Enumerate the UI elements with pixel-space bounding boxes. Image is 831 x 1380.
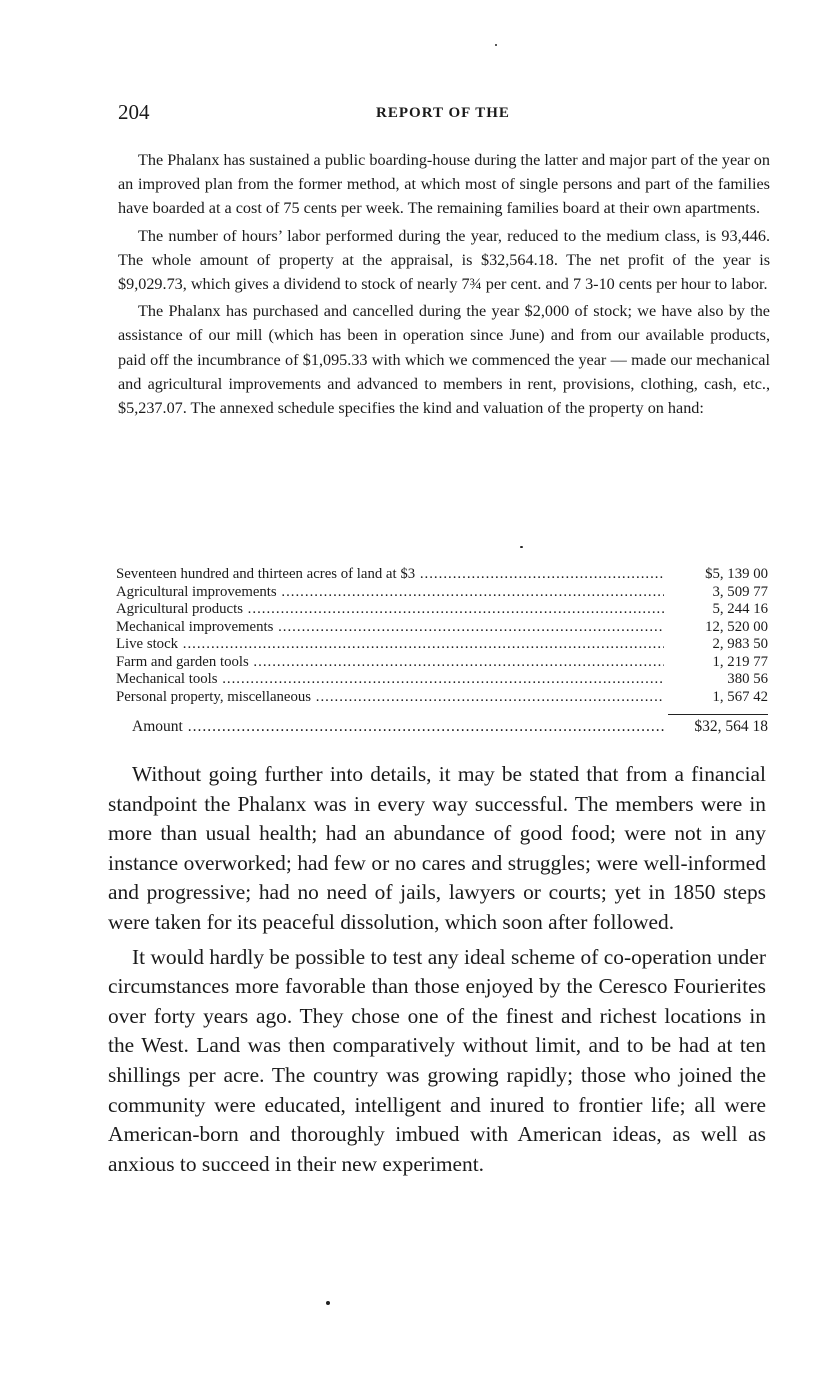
body-text (108, 760, 766, 1184)
schedule-item-amount: 5, 244 16 (712, 601, 768, 617)
excerpt-paragraph: The Phalanx has purchased and cancelled during the year $2,000 of stock; we have also by the assistance of our mill (which has been in operation since June) and from our available products, paid off the incumbrance of $1,095.33 with which we commenced the year — made our mechanical and agricultural improvements and advanced to members in rent, provisions, clothing, cash, etc., $5,237.07. The annexed schedule specifies the kind and valuation of the property on hand: (118, 302, 770, 418)
schedule-item-amount: 2, 983 50 (712, 636, 768, 652)
schedule-item-amount: 380 56 (727, 671, 768, 687)
schedule-item-amount: 1, 567 42 (712, 688, 768, 705)
excerpt-paragraph: The Phalanx has sustained a public boarding-house during the latter and major part of the year on an improved plan from the former method, at which most of single persons and part of the families have boarded at a cost of 75 cents per week. The remaining families board at their own apartments. (118, 151, 770, 218)
body-paragraph: Without going further into details, it may be stated that from a financial standpoint the Phalanx was in every way successful. The members were in more than usual health; had an abundance of good food; were not in any instance overworked; had few or no cares and struggles; were well-informed and progressive; had no need of jails, lawyers or courts; yet in 1850 steps were taken for its peaceful dissolution, which soon after followed. (108, 762, 766, 934)
schedule-item-label: Seventeen hundred and thirteen acres of land at $3 ..... (116, 566, 664, 584)
schedule-item-label: Mechanical improvements ..... (116, 619, 664, 637)
page-number: 204 (118, 100, 150, 124)
schedule-row (116, 584, 768, 602)
schedule-item-amount: 1, 219 77 (712, 653, 768, 670)
schedule-total-row (116, 718, 768, 736)
ink-speck (520, 546, 523, 548)
ink-speck (326, 1301, 330, 1305)
body-paragraph: It would hardly be possible to test any ideal scheme of co-operation under circumstances more favorable than those enjoyed by the Ceresco Fourierites over forty years ago. They chose one of the finest and richest locations in the West. Land was then comparatively without limit, and to be had at ten shillings per acre. The country was growing rapidly; those who joined the community were educated, intelligent and inured to frontier life; all were American-born and thoroughly imbued with American ideas, as well as anxious to succeed in their new experiment. (108, 944, 766, 1176)
excerpt-paragraph: The number of hours’ labor performed during the year, reduced to the medium class, is 93,446. The whole amount of property at the appraisal, is $32,564.18. The net profit of the year is $9,029.73, which gives a dividend to stock of nearly 7¾ per cent. and 7 3-10 cents per hour to labor. (118, 226, 770, 294)
schedule-item-label: Mechanical tools ..... (116, 671, 664, 689)
property-schedule (116, 566, 768, 736)
running-head: REPORT OF THE (376, 105, 510, 121)
schedule-item-label: Personal property, miscellaneous ..... (116, 689, 664, 707)
schedule-item-amount: 3, 509 77 (712, 583, 768, 600)
schedule-row (116, 566, 768, 584)
schedule-row (116, 619, 768, 637)
schedule-total-label: Amount ..... (132, 718, 664, 736)
schedule-row (116, 654, 768, 672)
page-header (118, 100, 768, 130)
report-excerpt (118, 148, 770, 423)
ink-speck (495, 44, 497, 46)
schedule-row (116, 601, 768, 619)
schedule-item-label: Farm and garden tools ..... (116, 654, 664, 672)
schedule-item-amount: $5, 139 00 (705, 566, 768, 582)
schedule-row (116, 689, 768, 707)
schedule-item-label: Live stock ..... (116, 636, 664, 654)
total-rule (668, 714, 768, 715)
schedule-item-amount: 12, 520 00 (705, 618, 768, 635)
schedule-row (116, 671, 768, 689)
schedule-total-amount: $32, 564 18 (694, 718, 768, 735)
schedule-row (116, 636, 768, 654)
schedule-item-label: Agricultural products ..... (116, 601, 664, 619)
schedule-item-label: Agricultural improvements ..... (116, 584, 664, 602)
